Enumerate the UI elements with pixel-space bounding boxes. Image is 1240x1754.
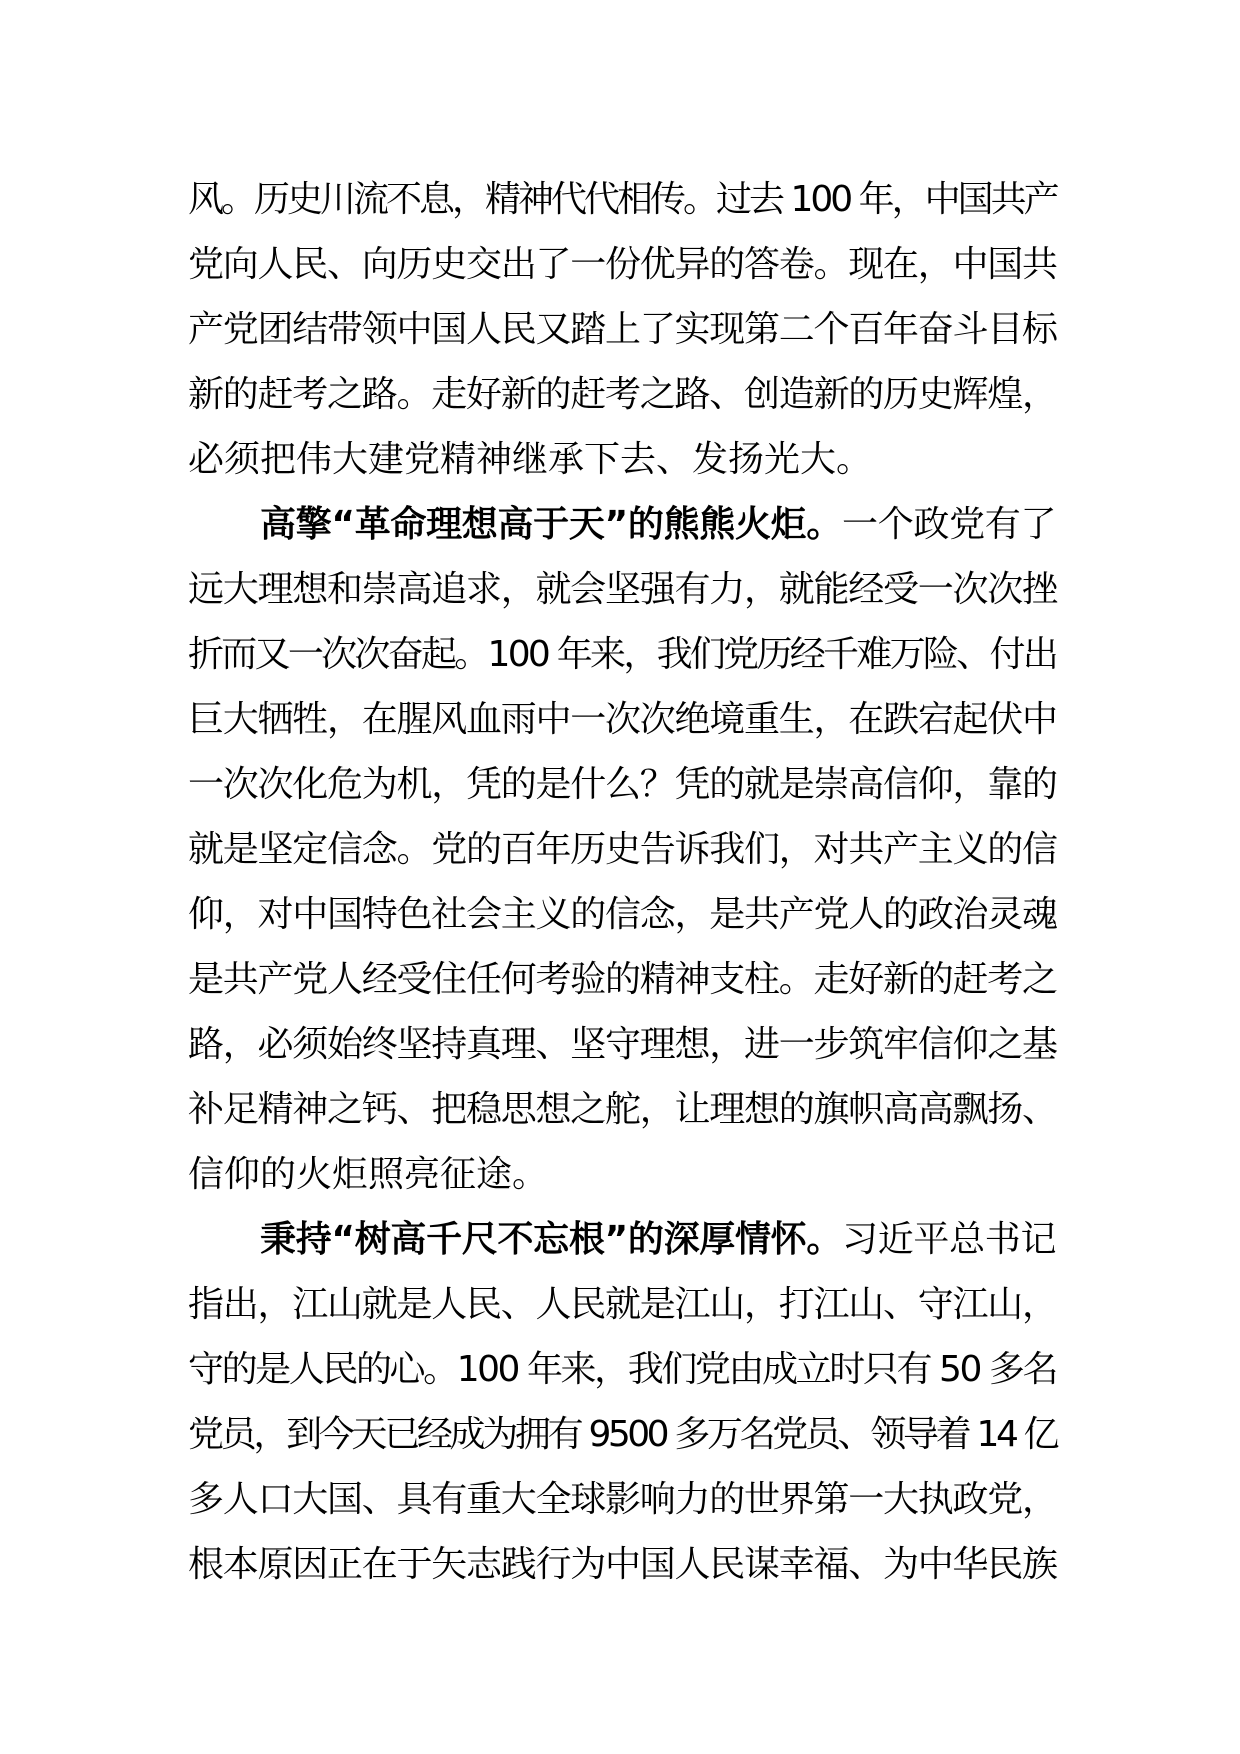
paragraph-line: 党向人民、向历史交出了一份优异的答卷。现在，中国共 xyxy=(188,244,1057,285)
paragraph-line: 折而又一次次奋起。100 年来，我们党历经千难万险、付出 xyxy=(188,634,1056,675)
paragraph-line: 就是坚定信念。党的百年历史告诉我们，对共产主义的信 xyxy=(188,829,1057,870)
heading-trailing-text: 习近平总书记 xyxy=(842,1219,1056,1260)
paragraph-line: 新的赶考之路。走好新的赶考之路、创造新的历史辉煌， xyxy=(188,374,1057,415)
paragraph-line: 是共产党人经受住任何考验的精神支柱。走好新的赶考之 xyxy=(188,959,1057,1000)
paragraph-line: 风。历史川流不息，精神代代相传。过去 100 年，中国共产 xyxy=(188,179,1057,220)
paragraph-line: 仰，对中国特色社会主义的信念，是共产党人的政治灵魂 xyxy=(188,894,1057,935)
section-heading: 高擎“革命理想高于天”的熊熊火炬。 xyxy=(260,504,843,545)
paragraph-first-line xyxy=(188,492,1056,557)
paragraph-1 xyxy=(188,167,1056,492)
document-body xyxy=(188,167,1056,1597)
paragraph-line: 守的是人民的心。100 年来，我们党由成立时只有 50 多名 xyxy=(188,1349,1056,1390)
heading-trailing-text: 一个政党有了 xyxy=(842,504,1056,545)
paragraph-line: 巨大牺牲，在腥风血雨中一次次绝境重生，在跌宕起伏中 xyxy=(188,699,1057,740)
paragraph-line: 党员，到今天已经成为拥有 9500 多万名党员、领导着 14 亿 xyxy=(188,1414,1056,1455)
section-heading: 秉持“树高千尺不忘根”的深厚情怀。 xyxy=(260,1219,843,1260)
paragraph-line: 补足精神之钙、把稳思想之舵，让理想的旗帜高高飘扬、 xyxy=(188,1089,1057,1130)
paragraph-line: 指出，江山就是人民、人民就是江山，打江山、守江山， xyxy=(188,1284,1057,1325)
paragraph-first-line xyxy=(188,1207,1056,1272)
paragraph-line: 必须把伟大建党精神继承下去、发扬光大。 xyxy=(188,439,873,480)
paragraph-3 xyxy=(188,1207,1056,1597)
paragraph-line: 信仰的火炬照亮征途。 xyxy=(188,1154,549,1195)
paragraph-line: 根本原因正在于矢志践行为中国人民谋幸福、为中华民族 xyxy=(188,1544,1057,1585)
paragraph-line: 路，必须始终坚持真理、坚守理想，进一步筑牢信仰之基 xyxy=(188,1024,1057,1065)
paragraph-line: 产党团结带领中国人民又踏上了实现第二个百年奋斗目标 xyxy=(188,309,1057,350)
paragraph-line: 多人口大国、具有重大全球影响力的世界第一大执政党， xyxy=(188,1479,1057,1520)
paragraph-line: 一次次化危为机，凭的是什么？凭的就是崇高信仰，靠的 xyxy=(188,764,1057,805)
paragraph-line: 远大理想和崇高追求，就会坚强有力，就能经受一次次挫 xyxy=(188,569,1057,610)
paragraph-2 xyxy=(188,492,1056,1207)
